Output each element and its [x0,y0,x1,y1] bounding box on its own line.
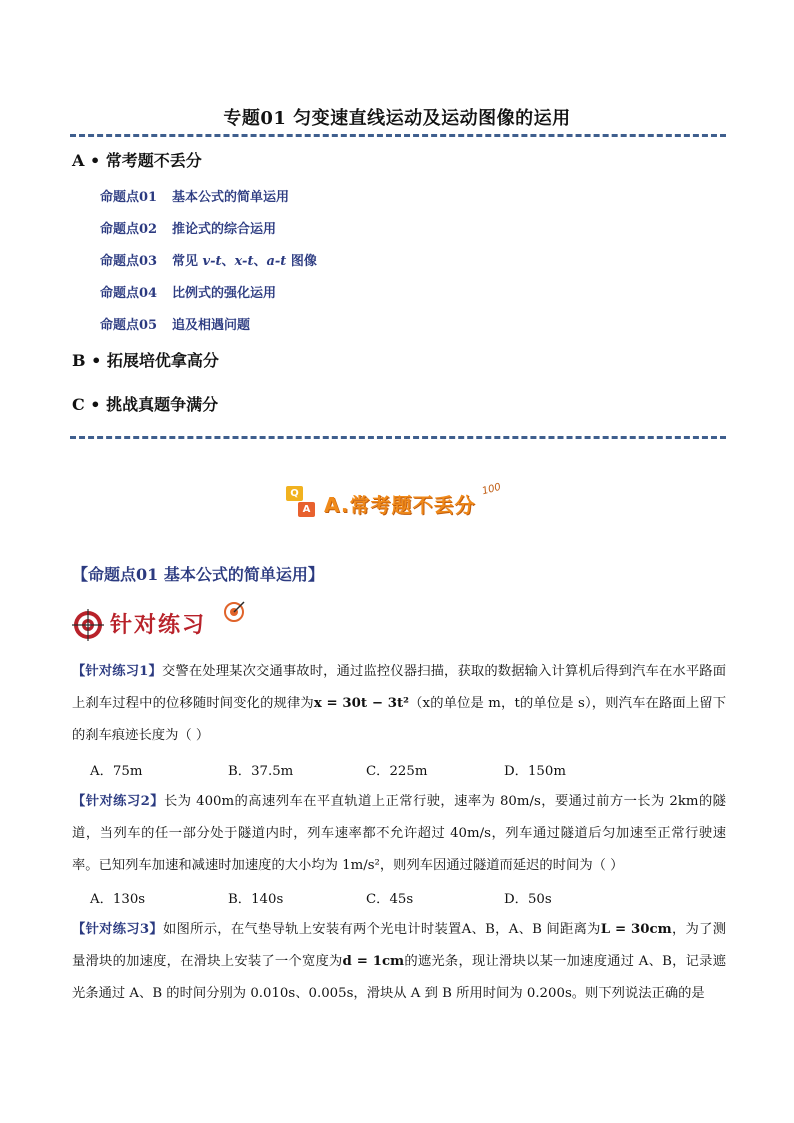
toc-text: 追及相遇问题 [172,318,251,333]
question-text: （x的单位是 m，t的单位是 s），则汽车在路面上留下的刹车痕迹长度为（ ） [72,696,727,743]
practice-logo [72,604,252,644]
target-icon [72,608,106,642]
toc-item-04[interactable] [100,282,276,301]
option-c[interactable]: C．45s [366,892,414,907]
banner-text: A.常考题不丢分 [324,493,476,517]
section-c-heading: C • 挑战真题争满分 [72,395,219,414]
question-text: 长为 400m的高速列车在平直轨道上正常行驶，速率为 80m/s，要通过前方一长为 2km的隧道，当列车的任一部分处于隧道内时，列车速率都不允许超过 40m/s，列车通过隧道后匀加速至正常行驶速率。已知列车加速和减速时加速度的大小均为 1m/s²，则列车因通过隧道而延迟的时间为（ ） [72,794,726,873]
option-b[interactable]: B．140s [228,892,284,907]
formula-d: d = 1cm [342,954,405,969]
options-q2 [90,888,710,907]
qa-icon [286,484,322,520]
toc-sep: 、 [221,254,235,269]
formula-l: L = 30cm [600,922,672,937]
toc-item-02[interactable] [100,218,276,237]
question-3 [72,914,726,1010]
toc-num: 命题点03 [100,254,158,269]
section-banner [282,481,512,520]
section-b-heading: B • 拓展培优拿高分 [72,351,219,370]
toc-num: 命题点01 [100,190,158,205]
formula: x = 30t − 3t² [313,696,409,711]
toc-item-03[interactable] [100,250,317,269]
option-d[interactable]: D．150m [504,764,566,779]
question-text: ，为了测量滑块的加速度，在滑块上安装了一个宽度为 [72,922,726,969]
score-100-badge: 100 [480,481,503,498]
q-badge: Q [286,486,303,501]
option-d[interactable]: D．50s [504,892,552,907]
option-c[interactable]: C．225m [366,764,428,779]
toc-num: 命题点05 [100,318,158,333]
question-text: 的遮光条，现让滑块以某一加速度通过 A、B，记录遮光条通过 A、B 的时间分别为 0.010s、0.005s，滑块从 A 到 B 所用时间为 0.200s。则下列说法正确的是 [72,954,726,1001]
option-a[interactable]: A．75m [90,764,143,779]
page-title: 专题01 匀变速直线运动及运动图像的运用 [223,108,571,129]
option-a[interactable]: A．130s [90,892,146,907]
section-a-heading: A • 常考题不丢分 [72,151,202,170]
divider-top [70,134,726,137]
toc-at: a-t [266,254,287,269]
toc-text: 推论式的综合运用 [172,222,277,237]
toc-num: 命题点04 [100,286,158,301]
question-tag: 【针对练习2】 [72,794,165,809]
divider-bottom [70,436,726,439]
options-q1 [90,760,710,779]
question-tag: 【针对练习1】 [72,664,162,679]
question-2 [72,786,726,882]
question-1 [72,656,726,752]
toc-sep: 、 [253,254,267,269]
dart-target-icon [222,600,246,624]
question-text: 如图所示，在气垫导轨上安装有两个光电计时装置A、B，A、B 间距离为 [162,922,601,937]
question-tag: 【针对练习3】 [72,922,163,937]
toc-text: 比例式的强化运用 [172,286,277,301]
toc-text-post: 图像 [290,254,317,269]
toc-num: 命题点02 [100,222,158,237]
practice-title: 针对练习 [110,613,207,638]
toc-item-05[interactable] [100,314,250,333]
toc-text-pre: 常见 [172,254,199,269]
toc-xt: x-t [234,254,254,269]
toc-text: 基本公式的简单运用 [172,190,290,205]
a-badge: A [298,502,315,517]
topic-heading: 【命题点01 基本公式的简单运用】 [72,565,324,584]
toc-item-01[interactable] [100,186,289,205]
question-text: 交警在处理某次交通事故时，通过监控仪器扫描，获取的数据输入计算机后得到汽车在水平路面上刹车过程中的位移随时间变化的规律为 [72,664,726,711]
toc-vt: v-t [202,254,222,269]
option-b[interactable]: B．37.5m [228,764,294,779]
